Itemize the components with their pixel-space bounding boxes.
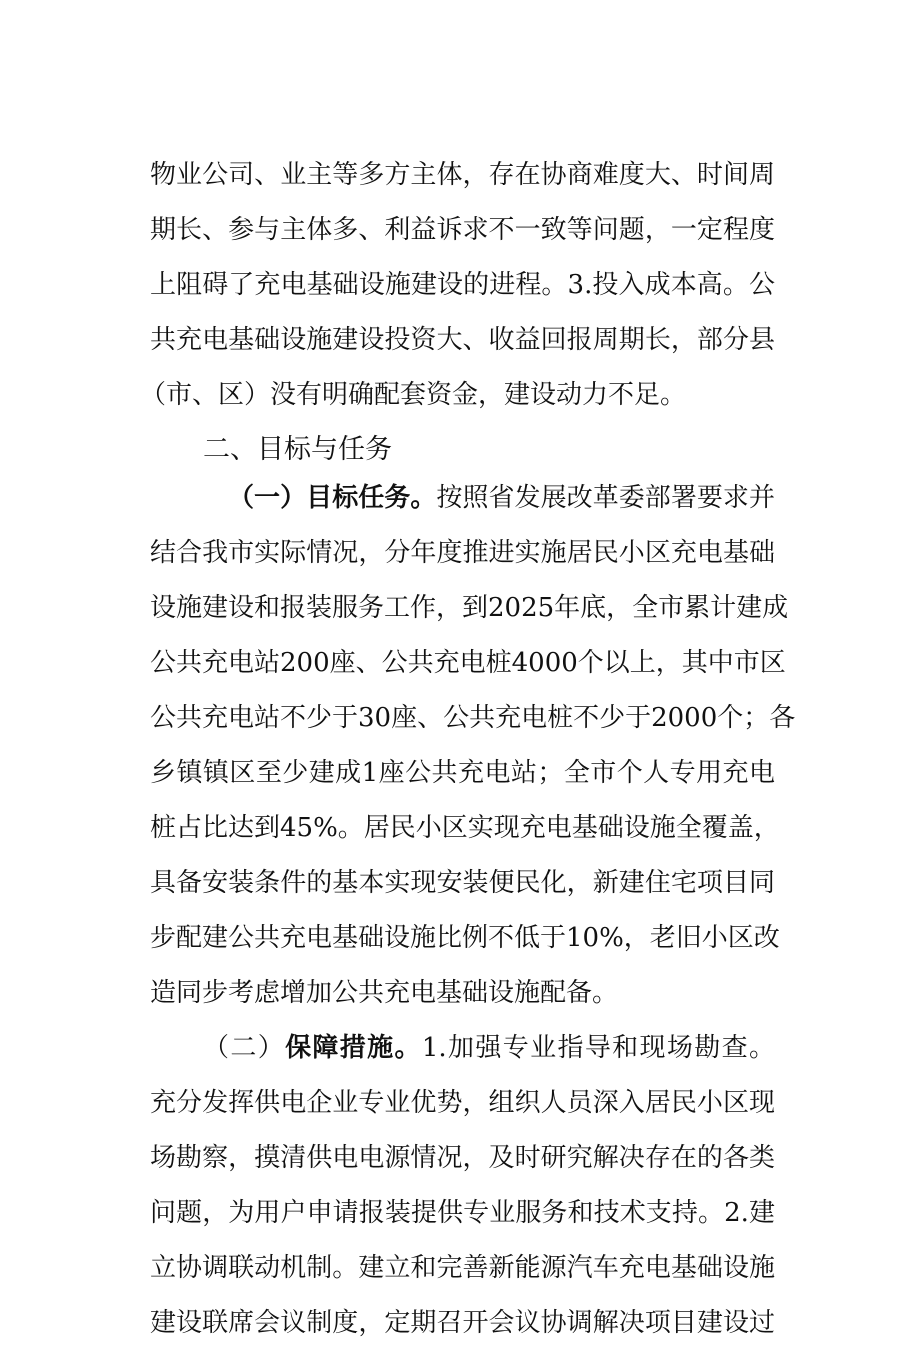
paragraph-2-line-5: 公共充电站不少于30座、公共充电桩不少于2000个；各: [150, 703, 796, 733]
paragraph-3-line-5: 立协调联动机制。建立和完善新能源汽车充电基础设施: [150, 1253, 775, 1283]
paragraph-2-line-9: 步配建公共充电基础设施比例不低于10%，老旧小区改: [150, 923, 780, 953]
paragraph-3-title: 保障措施。: [285, 1033, 422, 1063]
paragraph-2-line-3: 设施建设和报装服务工作，到2025年底，全市累计建成: [150, 593, 789, 623]
paragraph-2-first-line-text: 按照省发展改革委部署要求并: [436, 483, 775, 513]
paragraph-2-line-6: 乡镇镇区至少建成1座公共充电站；全市个人专用充电: [150, 758, 775, 788]
paragraph-1-line-2: 期长、参与主体多、利益诉求不一致等问题，一定程度: [150, 215, 775, 245]
paragraph-1-line-1: 物业公司、业主等多方主体，存在协商难度大、时间周: [150, 160, 775, 190]
paragraph-3-prefix: （二）: [203, 1033, 286, 1063]
paragraph-1-line-4: 共充电基础设施建设投资大、收益回报周期长，部分县: [150, 325, 775, 355]
paragraph-2-line-7: 桩占比达到45%。居民小区实现充电基础设施全覆盖，: [150, 813, 780, 843]
paragraph-2-line-10: 造同步考虑增加公共充电基础设施配备。: [150, 978, 619, 1008]
paragraph-3-line-2: 充分发挥供电企业专业优势，组织人员深入居民小区现: [150, 1088, 775, 1118]
paragraph-2-title: 目标任务。: [306, 483, 437, 513]
paragraph-3-first-line-text: 1.加强专业指导和现场勘查。: [421, 1033, 775, 1063]
section-heading: 二、目标与任务: [203, 434, 392, 465]
paragraph-2-first-line: [228, 471, 775, 525]
paragraph-3-first-line: [203, 1021, 775, 1075]
paragraph-2-line-4: 公共充电站200座、公共充电桩4000个以上，其中市区: [150, 648, 786, 678]
paragraph-3-line-3: 场勘察，摸清供电电源情况，及时研究解决存在的各类: [150, 1143, 775, 1173]
paragraph-1-line-5: （市、区）没有明确配套资金，建设动力不足。: [140, 380, 687, 410]
paragraph-3-line-4: 问题，为用户申请报装提供专业服务和技术支持。2.建: [150, 1198, 775, 1228]
paragraph-2-line-2: 结合我市实际情况，分年度推进实施居民小区充电基础: [150, 538, 775, 568]
paragraph-1-line-3: 上阻碍了充电基础设施建设的进程。3.投入成本高。公: [150, 270, 775, 300]
paragraph-2-prefix: （一）: [228, 483, 307, 513]
paragraph-2-line-8: 具备安装条件的基本实现安装便民化，新建住宅项目同: [150, 868, 775, 898]
paragraph-3-line-6: 建设联席会议制度，定期召开会议协调解决项目建设过: [150, 1308, 775, 1338]
